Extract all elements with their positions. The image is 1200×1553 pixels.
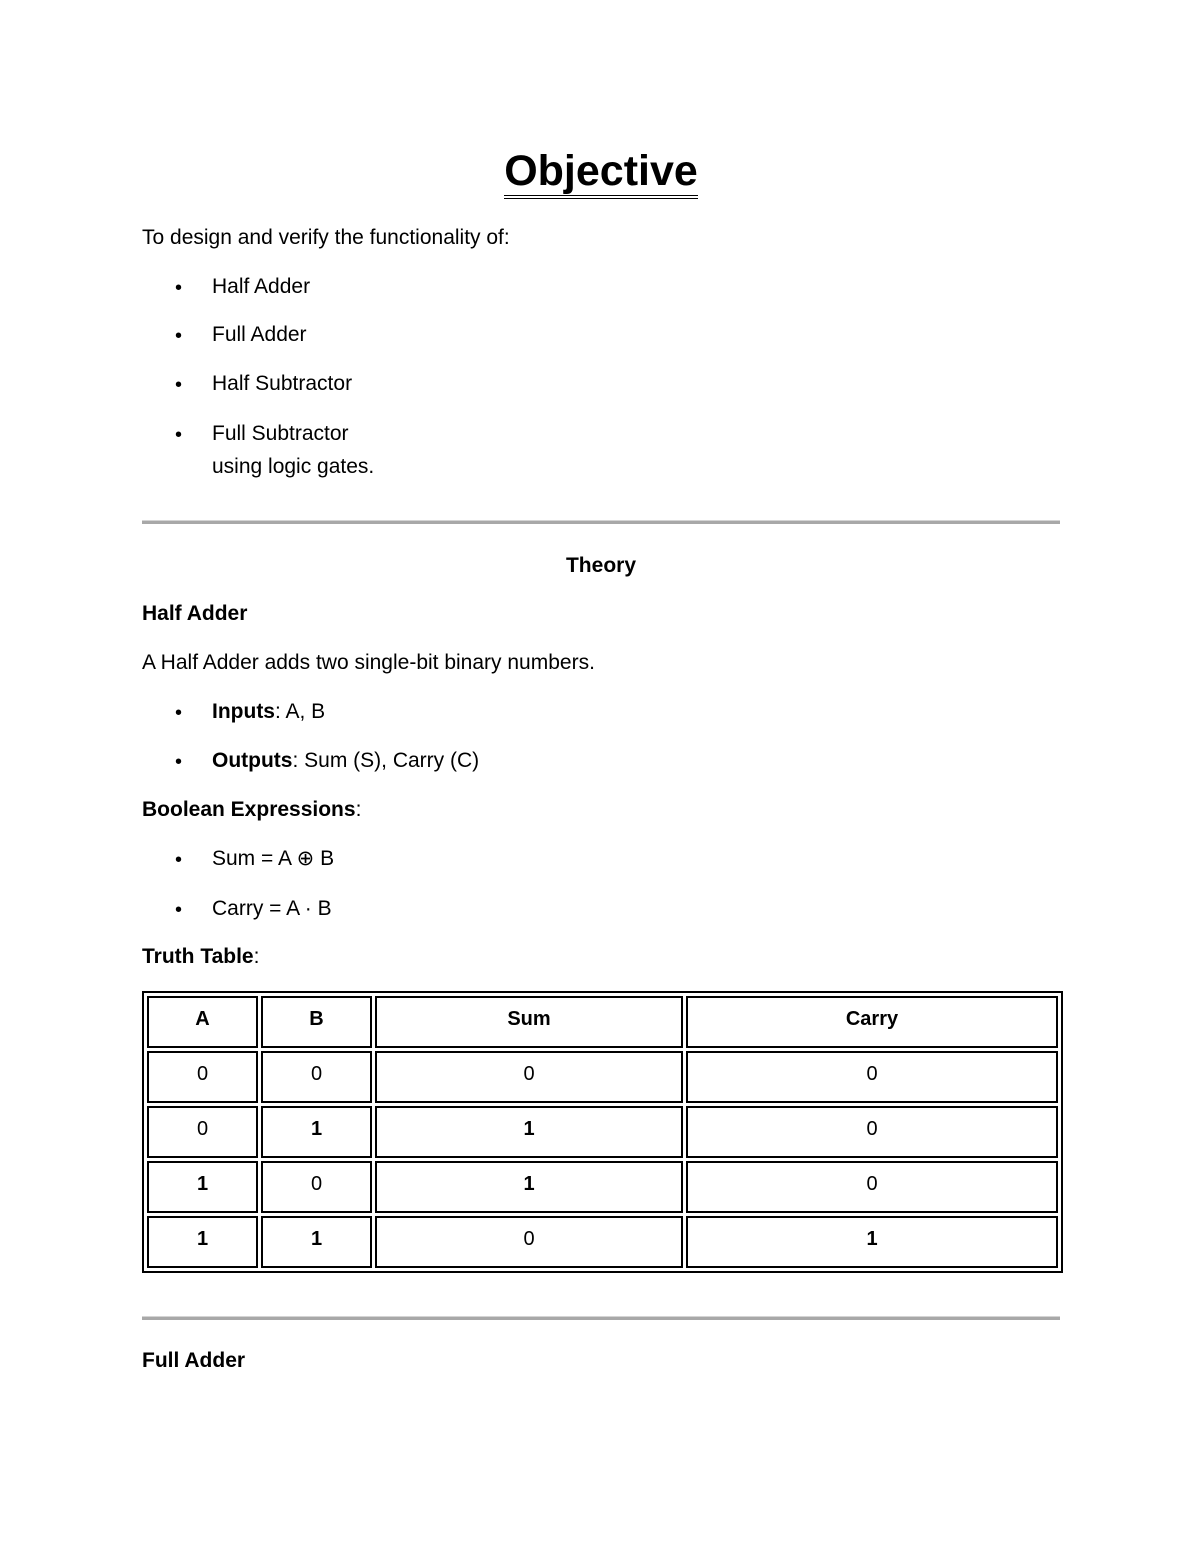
bullet-icon: • [175, 849, 183, 871]
outputs-line [212, 748, 479, 774]
boolean-expressions-heading [142, 797, 361, 823]
table-header-row [147, 996, 1058, 1048]
inputs-label: Inputs [212, 700, 275, 723]
boolean-heading-text: Boolean Expressions [142, 798, 356, 821]
inputs-value: : A, B [275, 700, 326, 723]
full-adder-heading: Full Adder [142, 1349, 246, 1372]
table-header-cell: B [261, 996, 372, 1048]
table-cell: 1 [686, 1216, 1058, 1268]
page-title [142, 146, 1060, 196]
inputs-line [212, 699, 325, 725]
table-cell: 0 [261, 1051, 372, 1103]
table-cell: 1 [261, 1216, 372, 1268]
table-cell: 0 [686, 1106, 1058, 1158]
table-row [147, 1161, 1058, 1213]
bullet-icon: • [175, 424, 183, 446]
boolean-heading-suffix: : [355, 798, 362, 821]
table-header-cell: A [147, 996, 258, 1048]
table-cell: 0 [261, 1161, 372, 1213]
half-adder-heading: Half Adder [142, 602, 248, 625]
table-header-cell: Sum [375, 996, 683, 1048]
objective-item: Half Subtractor [212, 372, 353, 395]
table-cell: 0 [147, 1106, 258, 1158]
outputs-value: : Sum (S), Carry (C) [292, 749, 480, 772]
table-cell: 0 [375, 1051, 683, 1103]
table-cell: 0 [375, 1216, 683, 1268]
table-cell: 1 [147, 1216, 258, 1268]
bullet-icon: • [175, 899, 183, 921]
outputs-label: Outputs [212, 749, 293, 772]
table-cell: 1 [147, 1161, 258, 1213]
bullet-icon: • [175, 277, 183, 299]
table-cell: 0 [686, 1161, 1058, 1213]
table-header-cell: Carry [686, 996, 1058, 1048]
table-row [147, 1216, 1058, 1268]
truth-table [142, 991, 1063, 1273]
table-row [147, 1051, 1058, 1103]
truth-table-heading [142, 944, 259, 970]
section-divider [142, 1316, 1060, 1320]
truth-table-heading-suffix: : [253, 945, 260, 968]
table-cell: 1 [375, 1106, 683, 1158]
bullet-icon: • [175, 751, 183, 773]
bullet-icon: • [175, 325, 183, 347]
table-cell: 1 [261, 1106, 372, 1158]
expression-item: Carry = A · B [212, 897, 332, 920]
section-divider [142, 520, 1060, 524]
objective-intro: To design and verify the functionality of: [142, 226, 510, 249]
table-cell: 0 [686, 1051, 1058, 1103]
bullet-icon: • [175, 374, 183, 396]
half-adder-description: A Half Adder adds two single-bit binary numbers. [142, 651, 595, 674]
truth-table-heading-text: Truth Table [142, 945, 254, 968]
table-row [147, 1106, 1058, 1158]
bullet-icon: • [175, 702, 183, 724]
theory-heading: Theory [565, 554, 636, 577]
expression-item: Sum = A ⊕ B [212, 847, 335, 870]
table-cell: 1 [375, 1161, 683, 1213]
table-cell: 0 [147, 1051, 258, 1103]
objective-item: Full Subtractor [212, 422, 349, 445]
objective-items-continuation: using logic gates. [212, 455, 375, 478]
objective-item: Full Adder [212, 323, 307, 346]
objective-item: Half Adder [212, 275, 311, 298]
objective-title: Objective [504, 147, 698, 199]
